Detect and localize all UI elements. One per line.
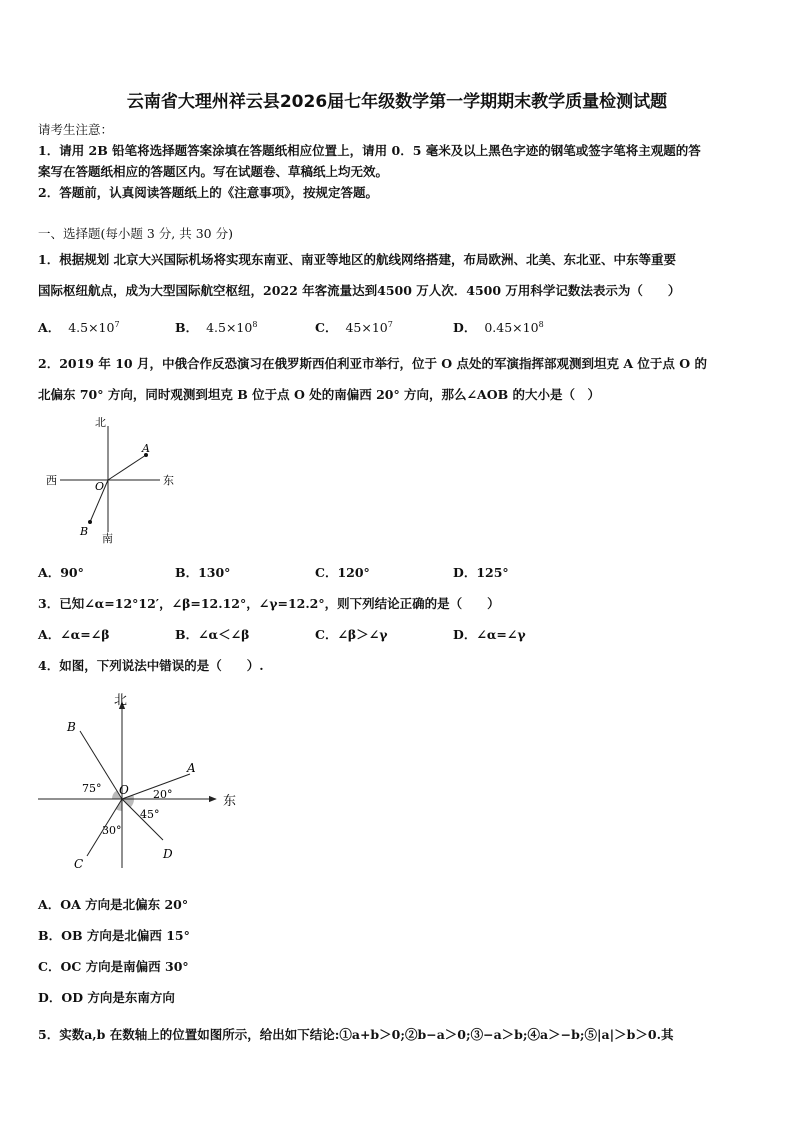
q4-label-20: 20° <box>153 788 173 801</box>
q2-compass-figure <box>40 412 190 547</box>
q4-option-d[interactable]: D．OD 方向是东南方向 <box>38 990 175 1005</box>
q4-label-c: C <box>74 857 84 871</box>
q2-stem-line1: 2．2019 年 10 月，中俄合作反恐演习在俄罗斯西伯利亚市举行，位于 O 点处的军演指挥部观测到坦克 A 位于点 O 的 <box>38 356 708 371</box>
q3-option-c[interactable]: C．∠β＞∠γ <box>315 627 388 642</box>
q3-stem: 3．已知∠α=12°12′，∠β=12.12°，∠γ=12.2°，则下列结论正确的是（ ） <box>38 596 500 611</box>
q2-option-b[interactable]: B．130° <box>175 565 231 580</box>
q2-label-south: 南 <box>102 532 113 545</box>
q2-label-a: A <box>142 442 150 455</box>
q2-option-a[interactable]: A．90° <box>38 565 84 580</box>
q2-option-c[interactable]: C．120° <box>315 565 370 580</box>
section-heading: 一、选择题(每小题 3 分, 共 30 分) <box>38 226 233 241</box>
q4-compass-figure <box>30 688 250 873</box>
q4-label-45: 45° <box>140 808 160 821</box>
q4-label-a: A <box>187 761 196 775</box>
q4-label-75: 75° <box>82 782 102 795</box>
q1-stem-line2: 国际枢纽航点，成为大型国际航空枢纽，2022 年客流量达到4500 万人次．4500 万用科学记数法表示为（ ） <box>38 283 681 298</box>
notice-item-1-cont: 案写在答题纸相应的答题区内。写在试题卷、草稿纸上均无效。 <box>38 164 389 179</box>
q1-stem-line1: 1．根据规划 北京大兴国际机场将实现东南亚、南亚等地区的航线网络搭建，布局欧洲、北美、东北亚、中东等重要 <box>38 252 677 267</box>
q1-option-c[interactable]: C． $45\times 10^7$ <box>315 319 393 335</box>
q2-stem-line2: 北偏东 70° 方向，同时观测到坦克 B 位于点 O 处的南偏西 20° 方向，那么∠AOB 的大小是（ ） <box>38 387 601 402</box>
q5-stem: 5．实数a,b 在数轴上的位置如图所示，给出如下结论:①a+b＞0;②b−a＞0;③−a＞b;④a＞−b;⑤|a|＞b＞0.其 <box>38 1027 674 1042</box>
q3-option-a[interactable]: A．∠α=∠β <box>38 627 110 642</box>
q4-label-o: O <box>119 783 129 797</box>
q2-label-west: 西 <box>46 474 57 487</box>
q4-label-b: B <box>67 720 76 734</box>
q1-option-a[interactable]: A． $4.5\times 10^7$ <box>38 319 120 335</box>
q2-option-d[interactable]: D．125° <box>453 565 509 580</box>
q4-label-30: 30° <box>102 824 122 837</box>
q2-label-north: 北 <box>95 416 106 429</box>
q4-option-a[interactable]: A．OA 方向是北偏东 20° <box>38 897 189 912</box>
q1-option-d[interactable]: D． $0.45\times 10^8$ <box>453 319 544 335</box>
q3-option-b[interactable]: B．∠α＜∠β <box>175 627 250 642</box>
q2-ray-oa <box>108 455 146 480</box>
q2-label-east: 东 <box>163 474 174 487</box>
q2-label-o: O <box>95 480 105 493</box>
q2-label-b: B <box>80 525 89 538</box>
q4-option-c[interactable]: C．OC 方向是南偏西 30° <box>38 959 189 974</box>
q1-option-b[interactable]: B． $4.5\times 10^8$ <box>175 319 258 335</box>
q4-label-north: 北 <box>114 693 128 708</box>
q2-point-b <box>88 520 92 524</box>
q4-label-d: D <box>163 847 173 861</box>
notice-item-1: 1．请用 2B 铅笔将选择题答案涂填在答题纸相应位置上，请用 0．5 毫米及以上黑色字迹的钢笔或签字笔将主观题的答 <box>38 143 701 158</box>
q4-label-east: 东 <box>223 794 237 809</box>
q3-option-d[interactable]: D．∠α=∠γ <box>453 627 526 642</box>
page-title: 云南省大理州祥云县2026届七年级数学第一学期期末教学质量检测试题 <box>126 92 668 112</box>
q4-option-b[interactable]: B．OB 方向是北偏西 15° <box>38 928 190 943</box>
q4-stem: 4．如图，下列说法中错误的是（ ）. <box>38 658 264 673</box>
notice-heading: 请考生注意： <box>38 122 114 137</box>
notice-item-2: 2．答题前，认真阅读答题纸上的《注意事项》，按规定答题。 <box>38 185 378 200</box>
